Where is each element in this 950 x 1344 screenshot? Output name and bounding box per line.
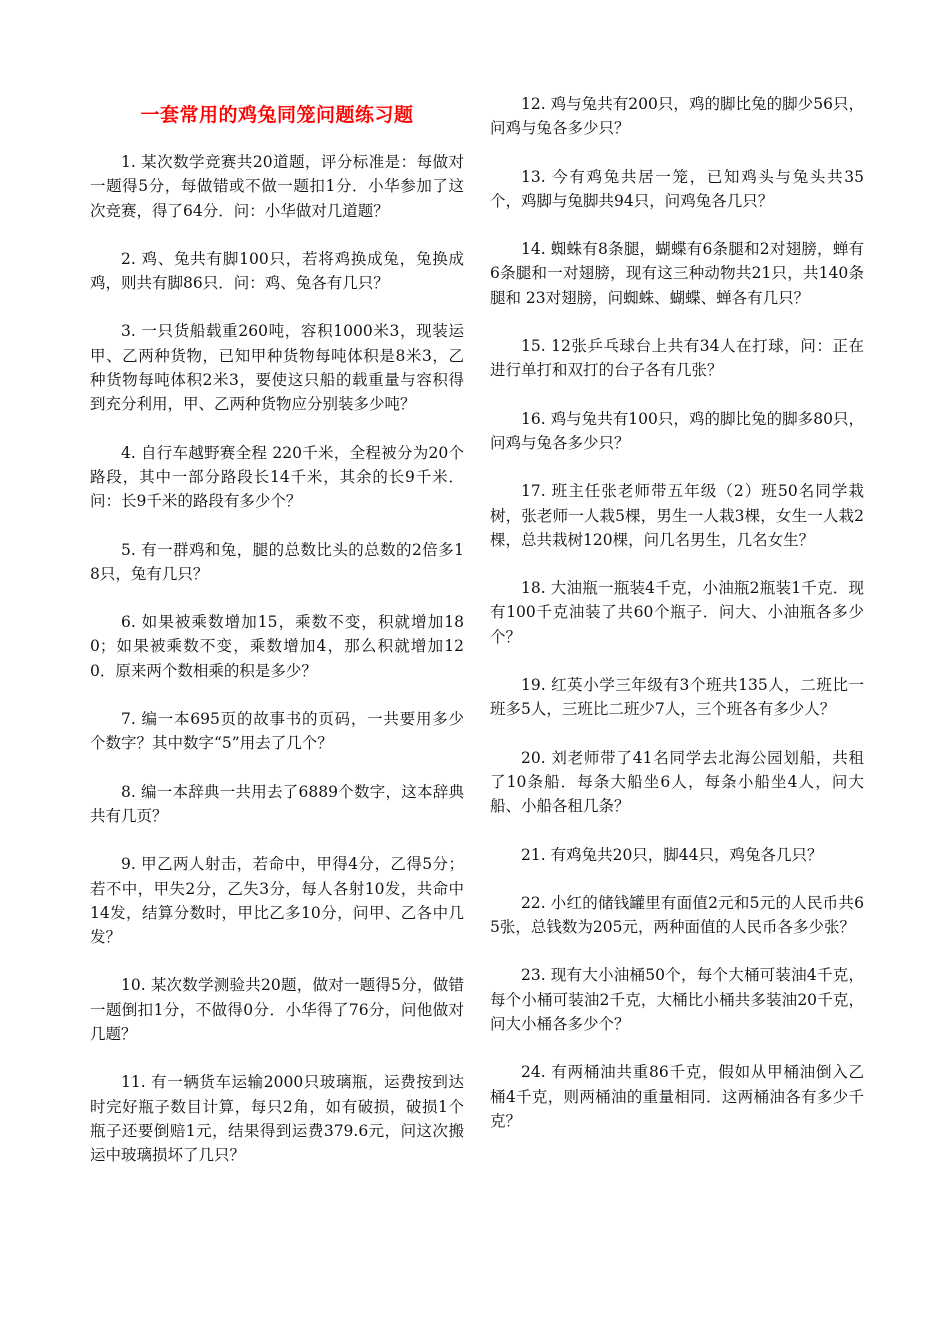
problem-6: 6. 如果被乘数增加15，乘数不变，积就增加180；如果被乘数不变，乘数增加4，那么积就增加120．原来两个数相乘的积是多少？	[90, 613, 464, 680]
problem-14: 14. 蜘蛛有8条腿，蝴蝶有6条腿和2对翅膀，蝉有6条腿和一对翅膀，现有这三种动物共21只，共140条腿和 23对翅膀，问蜘蛛、蝴蝶、蝉各有几只？	[490, 240, 864, 307]
problem-15: 15. 12张乒乓球台上共有34人在打球，问：正在进行单打和双打的台子各有几张？	[490, 337, 864, 380]
problem-3: 3. 一只货船载重260吨，容积1000米3，现装运甲、乙两种货物，已知甲种货物每吨体积是8米3，乙种货物每吨体积2米3，要使这只船的载重量与容积得到充分利用，甲、乙两种货物应分别装多少吨？	[90, 322, 464, 414]
problem-7: 7. 编一本695页的故事书的页码，一共要用多少个数字？其中数字“5”用去了几个？	[90, 710, 464, 753]
problem-19: 19. 红英小学三年级有3个班共135人，二班比一班多5人，三班比二班少7人，三个班各有多少人？	[490, 676, 864, 719]
problem-11: 11. 有一辆货车运输2000只玻璃瓶，运费按到达时完好瓶子数目计算，每只2角，如有破损，破损1个瓶子还要倒赔1元，结果得到运费379.6元，问这次搬运中玻璃损坏了几只？	[90, 1073, 464, 1165]
problem-10: 10. 某次数学测验共20题，做对一题得5分，做错一题倒扣1分，不做得0分．小华得了76分，问他做对几题？	[90, 976, 464, 1044]
right-column	[490, 92, 864, 1157]
problem-16: 16. 鸡与兔共有100只，鸡的脚比兔的脚多80只，问鸡与兔各多少只？	[490, 409, 864, 452]
problem-23: 23. 现有大小油桶50个，每个大桶可装油4千克，每个小桶可装油2千克，大桶比小桶共多装油20千克，问大小桶各多少个？	[490, 966, 864, 1034]
problem-13: 13. 今有鸡兔共居一笼，已知鸡头与兔头共35个，鸡脚与兔脚共94只，问鸡兔各几只？	[490, 167, 864, 210]
problem-22: 22. 小红的储钱罐里有面值2元和5元的人民币共65张，总钱数为205元，两种面值的人民币各多少张？	[490, 893, 864, 937]
problem-5: 5. 有一群鸡和兔，腿的总数比头的总数的2倍多18只，兔有几只？	[90, 540, 464, 583]
problem-17: 17. 班主任张老师带五年级（2）班50名同学栽树，张老师一人栽5棵，男生一人栽3棵，女生一人栽2棵，总共栽树120棵，问几名男生，几名女生？	[490, 482, 864, 549]
problem-1: 1. 某次数学竞赛共20道题，评分标准是：每做对一题得5分，每做错或不做一题扣1分．小华参加了这次竞赛，得了64分．问：小华做对几道题？	[90, 153, 464, 220]
page-title: 一套常用的鸡兔同笼问题练习题	[140, 104, 414, 126]
problem-4: 4. 自行车越野赛全程 220千米，全程被分为20个路段，其中一部分路段长14千米，其余的长9千米．问：长9千米的路段有多少个？	[90, 443, 464, 511]
left-column	[90, 92, 464, 1192]
problem-18: 18. 大油瓶一瓶装4千克，小油瓶2瓶装1千克．现有100千克油装了共60个瓶子．问大、小油瓶各多少个？	[490, 579, 864, 646]
problem-20: 20. 刘老师带了41名同学去北海公园划船，共租了10条船．每条大船坐6人，每条小船坐4人，问大船、小船各租几条？	[490, 748, 864, 816]
problem-9: 9. 甲乙两人射击，若命中，甲得4分，乙得5分；若不中，甲失2分，乙失3分，每人各射10发，共命中14发，结算分数时，甲比乙多10分，问甲、乙各中几发？	[90, 855, 464, 947]
problem-8: 8. 编一本辞典一共用去了6889个数字，这本辞典共有几页？	[90, 782, 464, 825]
problem-24: 24. 有两桶油共重86千克，假如从甲桶油倒入乙桶4千克，则两桶油的重量相同．这两桶油各有多少千克？	[490, 1063, 864, 1130]
problem-21: 21. 有鸡兔共20只，脚44只，鸡兔各几只？	[521, 845, 823, 864]
problem-12: 12. 鸡与兔共有200只，鸡的脚比兔的脚少56只，问鸡与兔各多少只？	[490, 95, 864, 138]
problem-2: 2. 鸡、兔共有脚100只，若将鸡换成兔，兔换成鸡，则共有脚86只．问：鸡、兔各有几只？	[90, 249, 464, 293]
